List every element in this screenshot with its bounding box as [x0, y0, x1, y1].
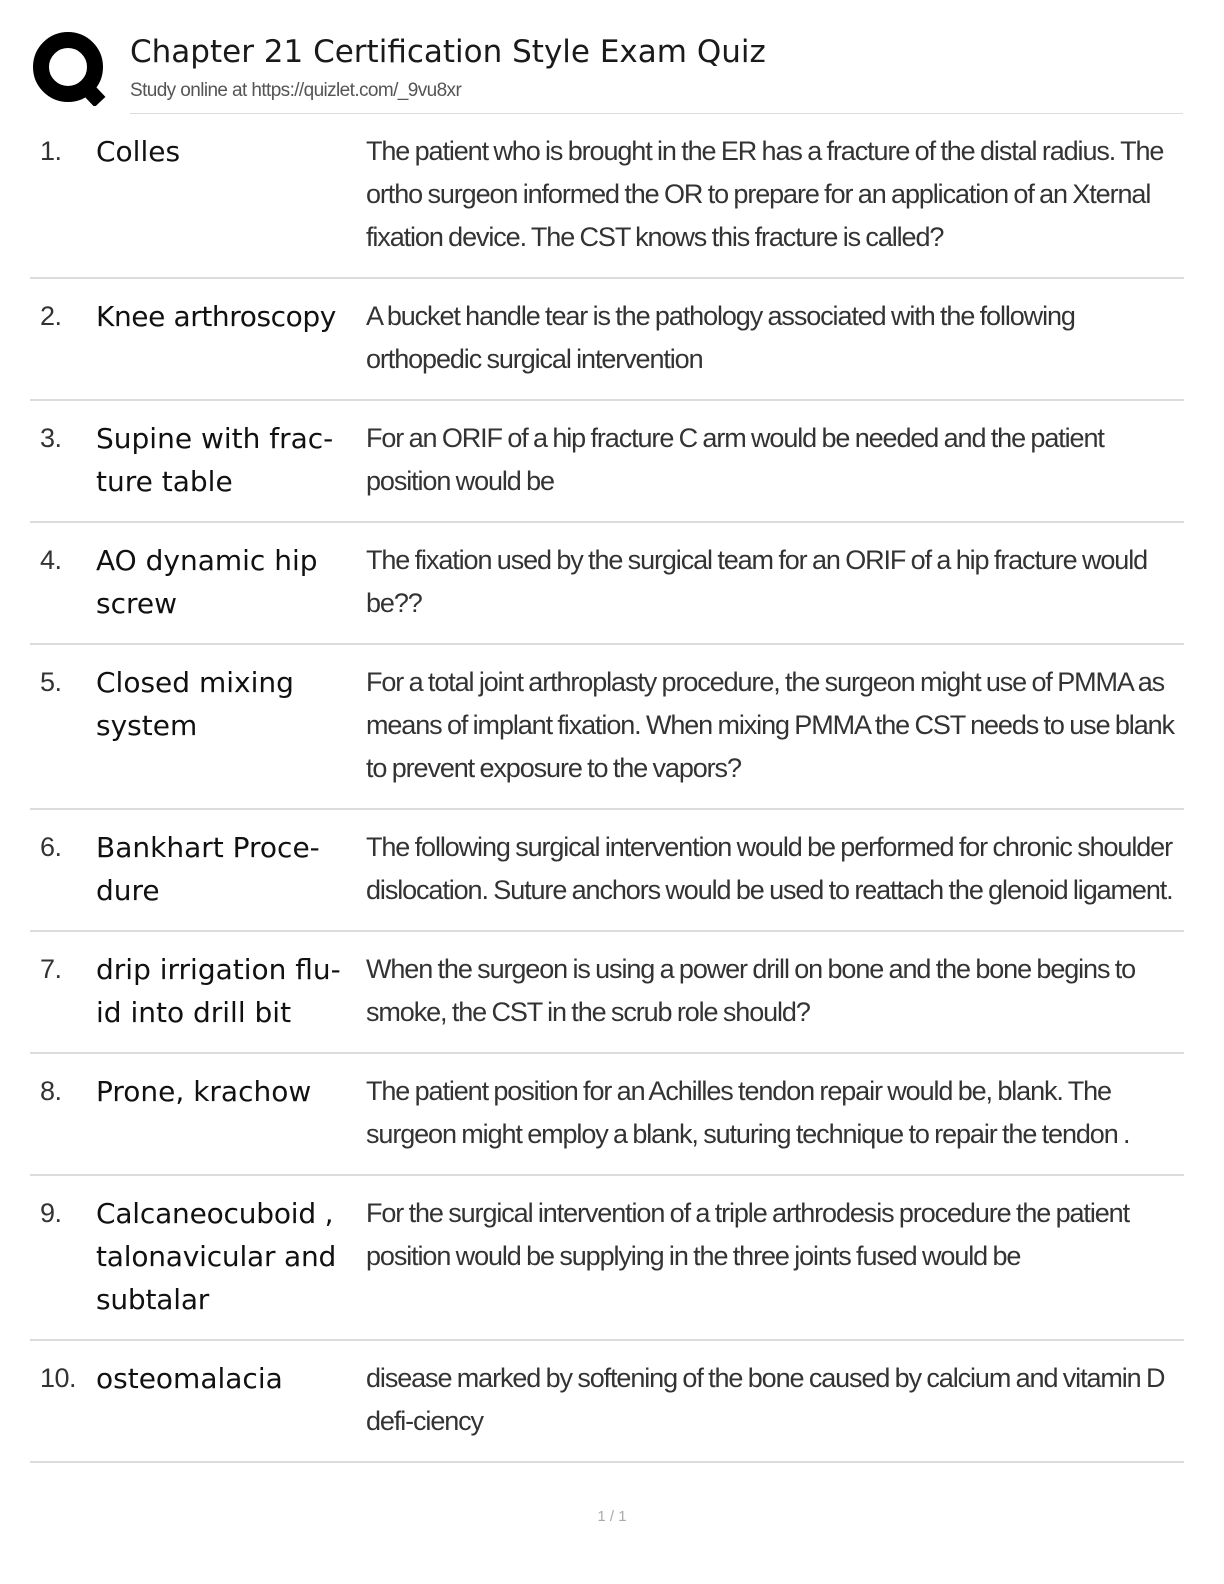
item-term: Colles	[96, 135, 181, 168]
quiz-item	[30, 810, 1184, 932]
item-number: 10.	[40, 1363, 77, 1393]
item-number: 3.	[40, 423, 62, 453]
quiz-item	[30, 279, 1184, 401]
item-number: 2.	[40, 301, 62, 331]
item-term: AO dynamic hip screw	[96, 544, 318, 620]
item-term: Calcaneocuboid , talonavicular and subtalar	[96, 1197, 337, 1316]
item-number: 9.	[40, 1198, 62, 1228]
item-number: 6.	[40, 832, 62, 862]
item-definition: The patient position for an Achilles tendon repair would be, blank. The surgeon might employ a blank, suturing technique to repair the tendon .	[366, 1076, 1130, 1149]
quiz-item	[30, 932, 1184, 1054]
quiz-item	[30, 1054, 1184, 1176]
item-definition: A bucket handle tear is the pathology associated with the following orthopedic surgical intervention	[366, 301, 1075, 374]
item-term: drip irrigation flu-id into drill bit	[96, 953, 341, 1029]
page-title: Chapter 21 Certification Style Exam Quiz	[130, 34, 766, 70]
item-definition: When the surgeon is using a power drill on bone and the bone begins to smoke, the CST in the scrub role should?	[366, 954, 1136, 1027]
item-number: 8.	[40, 1076, 62, 1106]
item-number: 7.	[40, 954, 62, 984]
page-indicator: 1 / 1	[597, 1508, 627, 1525]
item-term: Bankhart Proce-dure	[96, 831, 320, 907]
item-term: Closed mixing system	[96, 666, 294, 742]
quiz-item	[30, 1341, 1184, 1463]
item-term: Knee arthroscopy	[96, 300, 336, 333]
study-online-link[interactable]: Study online at https://quizlet.com/_9vu8xr	[130, 80, 462, 101]
header	[30, 28, 1190, 114]
item-definition: For an ORIF of a hip fracture C arm would be needed and the patient position would be	[366, 423, 1104, 496]
item-number: 1.	[40, 136, 62, 166]
quiz-list	[30, 114, 1184, 1463]
item-definition: The patient who is brought in the ER has a fracture of the distal radius. The ortho surgeon informed the OR to prepare for an application of an Xternal fixation device. The CST knows this fracture is called?	[366, 136, 1164, 252]
quiz-item	[30, 523, 1184, 645]
quiz-item	[30, 114, 1184, 279]
quizlet-q-icon	[32, 30, 108, 106]
item-term: Supine with frac-ture table	[96, 422, 334, 498]
quiz-item	[30, 645, 1184, 810]
item-definition: For a total joint arthroplasty procedure, the surgeon might use of PMMA as means of implant fixation. When mixing PMMA the CST needs to use blank to prevent exposure to the vapors?	[366, 667, 1174, 783]
quiz-item	[30, 1176, 1184, 1341]
item-definition: For the surgical intervention of a triple arthrodesis procedure the patient position would be supplying in the three joints fused would be	[366, 1198, 1129, 1271]
item-number: 4.	[40, 545, 62, 575]
item-number: 5.	[40, 667, 62, 697]
item-definition: disease marked by softening of the bone caused by calcium and vitamin D defi-ciency	[366, 1363, 1165, 1436]
item-term: Prone, krachow	[96, 1075, 312, 1108]
item-definition: The following surgical intervention would be performed for chronic shoulder dislocation. Suture anchors would be used to reattach the glenoid ligament.	[366, 832, 1173, 905]
item-term: osteomalacia	[96, 1362, 283, 1395]
quiz-item	[30, 401, 1184, 523]
item-definition: The fixation used by the surgical team for an ORIF of a hip fracture would be??	[366, 545, 1148, 618]
